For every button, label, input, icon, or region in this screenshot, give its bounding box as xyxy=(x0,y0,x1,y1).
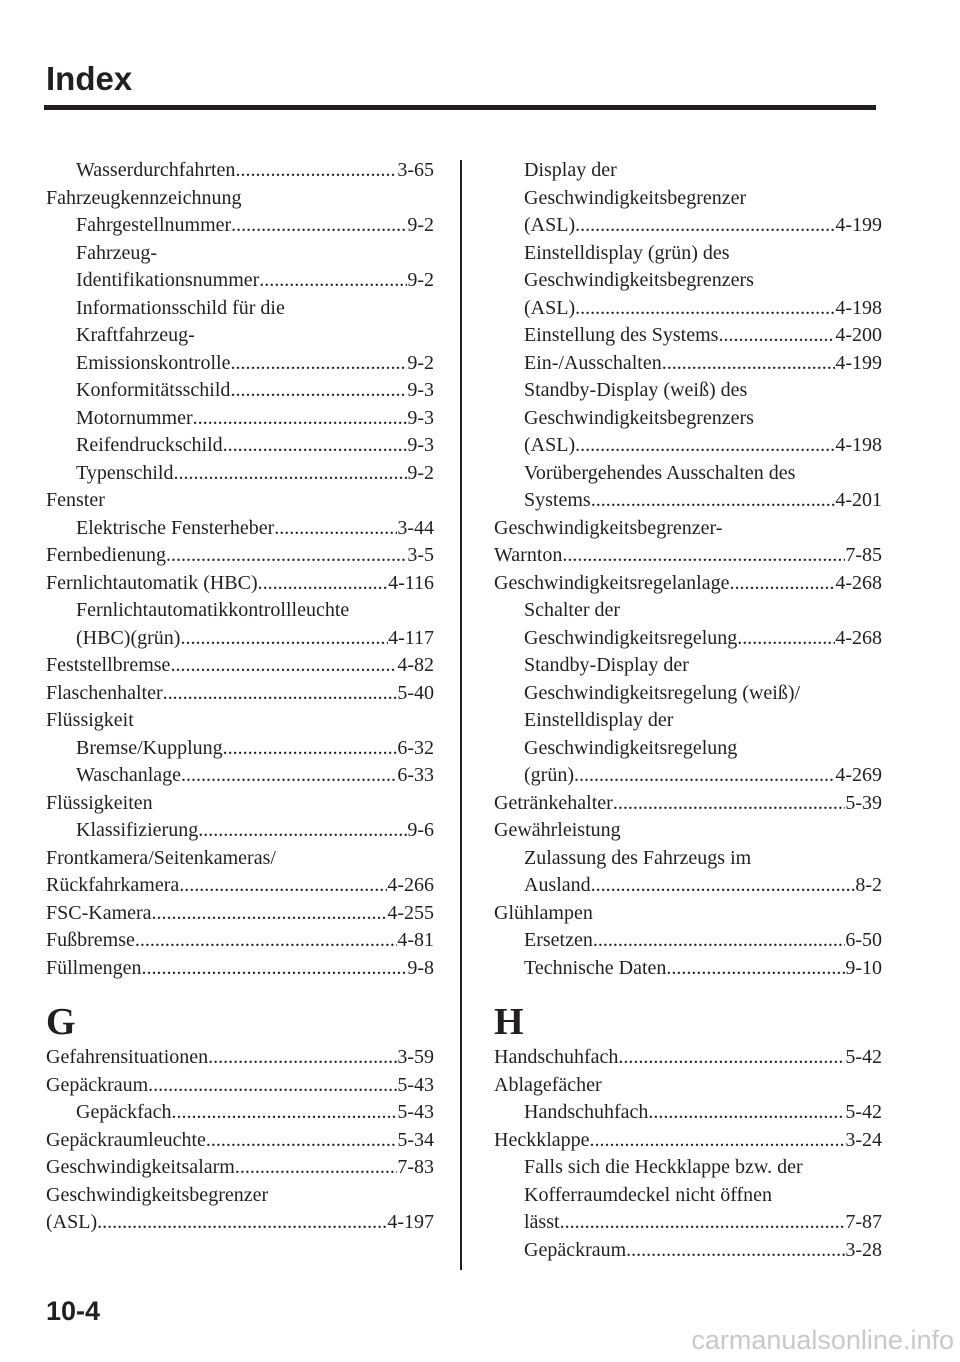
entry-text: Gepäckraum xyxy=(46,1073,149,1096)
dot-leader xyxy=(170,652,397,680)
index-heading xyxy=(46,707,434,735)
dot-leader xyxy=(198,817,407,845)
page-reference: 5-42 xyxy=(845,1046,882,1068)
dot-leader xyxy=(135,927,397,955)
entry-text: Ablagefächer xyxy=(494,1073,602,1096)
entry-text: Heckklappe xyxy=(494,1128,590,1151)
entry-text: Ausland xyxy=(524,874,591,896)
index-entry xyxy=(494,1044,882,1072)
entry-text: Flaschenhalter xyxy=(46,681,163,704)
index-heading xyxy=(46,322,434,350)
index-entry xyxy=(494,487,882,515)
entry-text: Flüssigkeiten xyxy=(46,791,153,814)
page-reference: 4-200 xyxy=(835,324,882,346)
dot-leader xyxy=(591,487,836,515)
entry-text: (ASL) xyxy=(524,214,576,236)
page-reference: 5-43 xyxy=(397,1073,434,1096)
dot-leader xyxy=(173,460,407,488)
entry-text: Systems xyxy=(524,489,591,511)
page-number: 10-4 xyxy=(46,1296,101,1326)
dot-leader xyxy=(666,955,845,983)
dot-leader xyxy=(590,1127,846,1155)
entry-text: Elektrische Fensterheber xyxy=(76,516,275,539)
entry-text: Kofferraumdeckel nicht öffnen xyxy=(524,1183,773,1206)
index-heading xyxy=(46,790,434,818)
index-heading xyxy=(46,240,434,268)
index-heading xyxy=(494,1182,882,1210)
page-reference: 4-116 xyxy=(388,571,434,594)
index-entry xyxy=(494,625,882,653)
page-reference: 9-3 xyxy=(407,434,434,456)
index-heading xyxy=(494,1072,882,1100)
dot-leader xyxy=(142,955,408,983)
index-entry xyxy=(46,1099,434,1127)
index-entry xyxy=(46,680,434,708)
entry-text: (HBC)(grün) xyxy=(76,626,181,649)
entry-text: Gepäckraumleuchte xyxy=(46,1128,206,1151)
dot-leader xyxy=(152,900,388,928)
page-reference: 9-3 xyxy=(407,406,434,429)
index-heading xyxy=(494,185,882,213)
entry-text: Fahrzeugkennzeichnung xyxy=(46,186,242,209)
index-entry xyxy=(46,927,434,955)
page-reference: 6-33 xyxy=(397,764,434,786)
entry-text: Standby-Display der xyxy=(524,654,689,676)
entry-text: Einstelldisplay (grün) des xyxy=(524,241,730,264)
entry-text: Geschwindigkeitsregelung (weiß)/ xyxy=(524,681,801,704)
page-reference: 5-39 xyxy=(845,791,882,814)
index-entry xyxy=(46,377,434,405)
entry-text: (grün) xyxy=(524,764,574,786)
page-reference: 5-40 xyxy=(397,681,434,704)
entry-text: Emissionskontrolle xyxy=(76,351,231,374)
dot-leader xyxy=(235,157,397,185)
index-entry xyxy=(46,432,434,460)
entry-text: Geschwindigkeitsregelung xyxy=(524,626,738,649)
page-reference: 9-6 xyxy=(407,819,434,841)
entry-text: Gepäckraum xyxy=(524,1238,627,1261)
page-reference: 9-2 xyxy=(407,461,434,484)
page-reference: 6-32 xyxy=(397,736,434,759)
dot-leader xyxy=(223,735,398,763)
dot-leader xyxy=(206,1127,397,1155)
entry-text: Geschwindigkeitsbegrenzers xyxy=(524,269,754,291)
entry-text: Einstelldisplay der xyxy=(524,709,674,731)
dot-leader xyxy=(259,267,407,295)
dot-leader xyxy=(230,377,407,405)
index-entry xyxy=(46,460,434,488)
entry-text: Geschwindigkeitsbegrenzer xyxy=(46,1183,269,1206)
page-reference: 3-5 xyxy=(407,544,434,566)
index-entry xyxy=(46,1072,434,1100)
index-entry xyxy=(494,542,882,570)
page-reference: 4-199 xyxy=(835,214,882,236)
dot-leader xyxy=(729,570,835,598)
dot-leader xyxy=(166,542,407,570)
index-entry xyxy=(46,350,434,378)
entry-text: Glühlampen xyxy=(494,901,593,924)
dot-leader xyxy=(230,350,407,378)
entry-text: Geschwindigkeitsalarm xyxy=(46,1156,235,1178)
entry-text: Kraftfahrzeug- xyxy=(76,324,195,346)
entry-text: Gefahrensituationen xyxy=(46,1046,209,1068)
page-reference: 9-3 xyxy=(407,379,434,401)
entry-text: Gepäckfach xyxy=(76,1101,172,1123)
entry-text: Fernlichtautomatikkontrollleuchte xyxy=(76,599,350,621)
dot-leader xyxy=(180,625,388,653)
dot-leader xyxy=(718,322,835,350)
index-heading xyxy=(494,707,882,735)
index-entry xyxy=(46,762,434,790)
dot-leader xyxy=(662,350,836,378)
dot-leader xyxy=(626,1237,845,1265)
index-heading xyxy=(46,845,434,873)
entry-text: Handschuhfach xyxy=(494,1046,619,1068)
dot-leader xyxy=(593,927,845,955)
index-heading xyxy=(46,597,434,625)
dot-leader xyxy=(274,515,397,543)
entry-text: Feststellbremse xyxy=(46,654,171,676)
entry-text: Fenster xyxy=(46,489,105,511)
page-reference: 4-255 xyxy=(387,901,434,924)
page-reference: 4-197 xyxy=(387,1211,434,1233)
entry-text: Geschwindigkeitsbegrenzers xyxy=(524,406,754,429)
index-entry xyxy=(46,1044,434,1072)
index-heading xyxy=(494,515,882,543)
page-reference: 4-268 xyxy=(835,571,882,594)
index-entry xyxy=(494,1209,882,1237)
dot-leader xyxy=(193,405,408,433)
index-entry xyxy=(494,1127,882,1155)
index-entry xyxy=(494,570,882,598)
entry-text: Ein-/Ausschalten xyxy=(524,351,662,374)
index-heading xyxy=(494,900,882,928)
dot-leader xyxy=(737,625,835,653)
dot-leader xyxy=(574,762,835,790)
index-heading xyxy=(46,487,434,515)
index-entry xyxy=(494,955,882,983)
index-heading xyxy=(494,1154,882,1182)
dot-leader xyxy=(575,432,835,460)
index-entry xyxy=(494,762,882,790)
page-reference: 9-2 xyxy=(407,351,434,374)
index-entry xyxy=(494,1237,882,1265)
page-reference: 4-198 xyxy=(835,296,882,319)
dot-leader xyxy=(618,1044,845,1072)
page-reference: 3-28 xyxy=(845,1238,882,1261)
page-reference: 5-42 xyxy=(845,1101,882,1123)
index-heading xyxy=(494,735,882,763)
index-entry xyxy=(46,735,434,763)
index-heading xyxy=(494,267,882,295)
index-entry xyxy=(46,570,434,598)
entry-text: FSC-Kamera xyxy=(46,901,152,924)
entry-text: Bremse/Kupplung xyxy=(76,736,223,759)
entry-text: Motornummer xyxy=(76,406,193,429)
entry-text: Fernlichtautomatik (HBC) xyxy=(46,571,258,594)
entry-text: Fahrzeug- xyxy=(76,241,158,264)
dot-leader xyxy=(179,872,387,900)
page-reference: 3-44 xyxy=(397,516,434,539)
entry-text: Zulassung des Fahrzeugs im xyxy=(524,846,752,869)
dot-leader xyxy=(208,1044,397,1072)
dot-leader xyxy=(181,762,397,790)
index-column-left xyxy=(46,157,434,1237)
entry-text: Füllmengen xyxy=(46,956,142,979)
entry-text: Fahrgestellnummer xyxy=(76,214,232,236)
index-entry xyxy=(46,817,434,845)
dot-leader xyxy=(562,542,845,570)
page-reference: 4-199 xyxy=(835,351,882,374)
index-entry xyxy=(494,927,882,955)
page-reference: 3-24 xyxy=(845,1128,882,1151)
dot-leader xyxy=(148,1072,397,1100)
index-heading xyxy=(494,377,882,405)
dot-leader xyxy=(235,1154,397,1182)
index-entry xyxy=(46,1209,434,1237)
entry-text: Informationsschild für die xyxy=(76,296,285,319)
entry-text: Standby-Display (weiß) des xyxy=(524,379,748,401)
index-entry xyxy=(46,872,434,900)
page-reference: 6-50 xyxy=(845,929,882,951)
index-entry xyxy=(494,212,882,240)
index-entry xyxy=(46,1154,434,1182)
entry-text: Geschwindigkeitsregelanlage xyxy=(494,571,730,594)
index-heading xyxy=(494,597,882,625)
index-heading xyxy=(494,817,882,845)
entry-text: Handschuhfach xyxy=(524,1101,649,1123)
entry-text: Wasserdurchfahrten xyxy=(76,159,236,181)
entry-text: Geschwindigkeitsbegrenzer- xyxy=(494,516,723,539)
entry-text: Fernbedienung xyxy=(46,544,166,566)
dot-leader xyxy=(258,570,388,598)
entry-text: Schalter der xyxy=(524,599,621,621)
dot-leader xyxy=(648,1099,845,1127)
entry-text: Einstellung des Systems xyxy=(524,324,719,346)
entry-text: Fußbremse xyxy=(46,929,135,951)
index-entry xyxy=(46,542,434,570)
entry-text: Reifendruckschild xyxy=(76,434,223,456)
index-entry xyxy=(46,267,434,295)
index-heading xyxy=(46,1182,434,1210)
index-entry xyxy=(46,625,434,653)
index-entry xyxy=(494,432,882,460)
section-letter: G xyxy=(46,1001,76,1043)
index-entry xyxy=(494,1099,882,1127)
entry-text: Getränkehalter xyxy=(494,791,613,814)
page-reference: 4-82 xyxy=(397,654,434,676)
index-column-right xyxy=(494,157,882,1264)
entry-text: Geschwindigkeitsbegrenzer xyxy=(524,186,747,209)
page-reference: 4-117 xyxy=(388,626,434,649)
entry-text: Konformitätsschild xyxy=(76,379,231,401)
entry-text: Falls sich die Heckklappe bzw. der xyxy=(524,1156,803,1178)
section-letter: H xyxy=(494,1001,524,1043)
entry-text: Ersetzen xyxy=(524,929,593,951)
index-heading xyxy=(494,405,882,433)
dot-leader xyxy=(223,432,408,460)
page-reference: 5-43 xyxy=(397,1101,434,1123)
dot-leader xyxy=(231,212,407,240)
index-heading xyxy=(494,240,882,268)
column-divider xyxy=(460,160,462,1270)
index-entry xyxy=(494,322,882,350)
index-entry xyxy=(46,900,434,928)
dot-leader xyxy=(613,790,846,818)
page-reference: 4-81 xyxy=(397,929,434,951)
page-reference: 4-201 xyxy=(835,489,882,511)
page-reference: 4-268 xyxy=(835,626,882,649)
dot-leader xyxy=(575,295,835,323)
entry-text: Klassifizierung xyxy=(76,819,199,841)
page-reference: 4-198 xyxy=(835,434,882,456)
entry-text: Waschanlage xyxy=(76,764,181,786)
index-heading xyxy=(46,295,434,323)
index-entry xyxy=(46,955,434,983)
dot-leader xyxy=(560,1209,846,1237)
entry-text: (ASL) xyxy=(524,434,576,456)
page-reference: 5-34 xyxy=(397,1128,434,1151)
index-entry xyxy=(46,515,434,543)
index-entry xyxy=(46,157,434,185)
index-entry xyxy=(494,872,882,900)
dot-leader xyxy=(575,212,835,240)
entry-text: Identifikationsnummer xyxy=(76,269,260,291)
entry-text: Technische Daten xyxy=(524,956,667,979)
index-entry xyxy=(494,295,882,323)
entry-text: Geschwindigkeitsregelung xyxy=(524,736,738,759)
index-heading xyxy=(494,652,882,680)
dot-leader xyxy=(97,1209,387,1237)
entry-text: (ASL) xyxy=(46,1211,98,1233)
index-entry xyxy=(46,405,434,433)
index-entry xyxy=(46,1127,434,1155)
page-reference: 9-2 xyxy=(407,214,434,236)
page-title: Index xyxy=(46,60,133,97)
entry-text: Flüssigkeit xyxy=(46,709,134,731)
entry-text: Warnton xyxy=(494,544,563,566)
index-entry xyxy=(494,350,882,378)
index-entry xyxy=(46,652,434,680)
page-reference: 9-2 xyxy=(407,269,434,291)
page-reference: 9-8 xyxy=(407,956,434,979)
page-reference: 3-59 xyxy=(397,1046,434,1068)
index-entry xyxy=(46,212,434,240)
index-heading xyxy=(494,460,882,488)
header-rule xyxy=(44,105,876,110)
entry-text: lässt xyxy=(524,1211,560,1233)
entry-text: Display der xyxy=(524,159,617,181)
watermark: carmanualsonline.info xyxy=(691,1325,954,1355)
page-reference: 4-266 xyxy=(387,874,434,896)
entry-text: Vorübergehendes Ausschalten des xyxy=(524,461,796,484)
entry-text: Frontkamera/Seitenkameras/ xyxy=(46,846,276,869)
page-reference: 4-269 xyxy=(835,764,882,786)
page-reference: 7-83 xyxy=(397,1156,434,1178)
page-reference: 3-65 xyxy=(397,159,434,181)
entry-text: Rückfahrkamera xyxy=(46,874,180,896)
index-entry xyxy=(494,790,882,818)
dot-leader xyxy=(163,680,398,708)
page-reference: 7-87 xyxy=(845,1211,882,1233)
page-reference: 7-85 xyxy=(845,544,882,566)
page-reference: 8-2 xyxy=(855,874,882,896)
dot-leader xyxy=(591,872,856,900)
page-reference: 9-10 xyxy=(845,956,882,979)
index-heading xyxy=(494,680,882,708)
entry-text: Gewährleistung xyxy=(494,819,621,841)
index-heading xyxy=(46,185,434,213)
dot-leader xyxy=(172,1099,398,1127)
index-heading xyxy=(494,157,882,185)
entry-text: Typenschild xyxy=(76,461,174,484)
index-heading xyxy=(494,845,882,873)
entry-text: (ASL) xyxy=(524,296,576,319)
